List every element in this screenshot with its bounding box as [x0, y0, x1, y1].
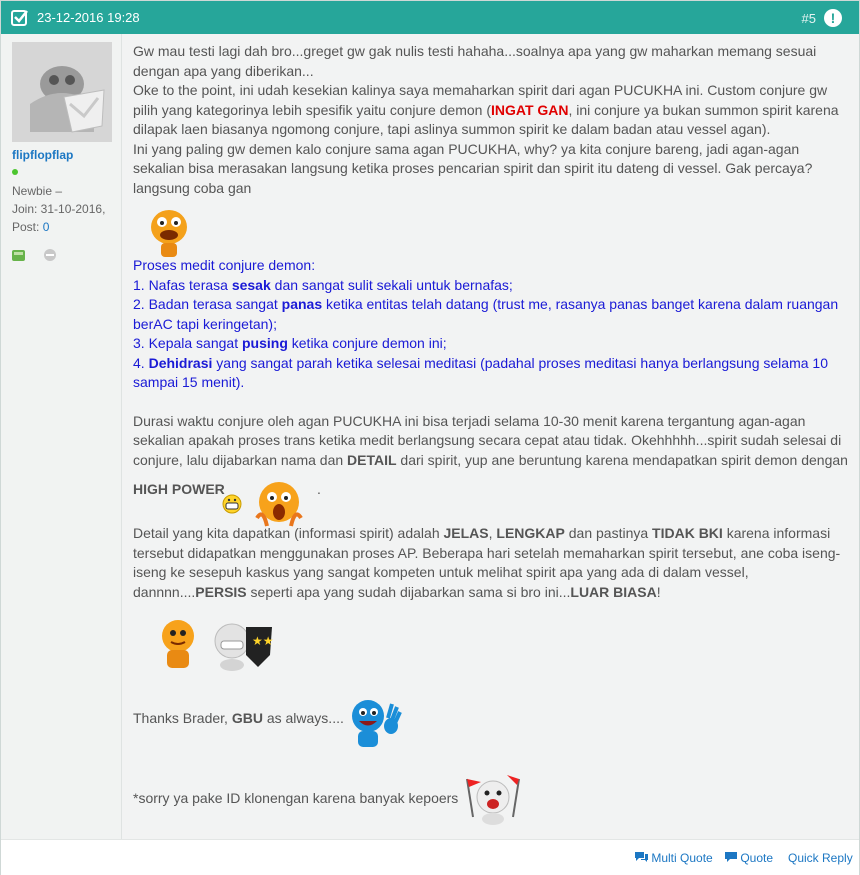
- multi-quote-label: Multi Quote: [651, 851, 713, 865]
- user-sidebar: [1, 34, 122, 839]
- text: dan sangat sulit sekali untuk bernafas;: [270, 276, 513, 293]
- text: Thanks Brader,: [133, 710, 232, 726]
- badge-icons: [12, 248, 60, 262]
- text: LENGKAP: [496, 525, 565, 541]
- multi-quote-icon: [635, 851, 648, 862]
- text: GBU: [231, 710, 263, 726]
- text: JELAS: [443, 525, 489, 541]
- text: .: [317, 481, 321, 497]
- text: DETAIL: [347, 451, 397, 468]
- multi-quote-button[interactable]: [635, 851, 713, 865]
- list-item: [133, 295, 849, 334]
- quote-label: Quote: [740, 851, 774, 865]
- user-post-row: [12, 218, 105, 236]
- quick-reply-button[interactable]: Quick Reply: [788, 851, 853, 865]
- shield-emoticon-icon: [210, 621, 276, 673]
- user-meta: [12, 182, 105, 236]
- text: as always....: [262, 710, 344, 726]
- text: Durasi waktu conjure oleh agan PUCUKHA ini bisa terjadi selama 10-30 menit karena tergantung agan-agan sekalian apakah proses trans ketika medit berlangsung secara cepat atau tidak. Okehhhhh...spirit sudah selesai di conjure, lalu dijabarkan nama dan: [133, 412, 842, 468]
- post-footer: [1, 839, 859, 875]
- flag-waving-emoticon-icon: [459, 773, 529, 827]
- avatar[interactable]: [12, 42, 112, 142]
- text: 4.: [133, 354, 149, 371]
- text: Dehidrasi: [148, 354, 213, 371]
- text: dari spirit, yup ane beruntung karena mendapatkan spirit demon dengan: [396, 451, 848, 468]
- list-item: [133, 276, 849, 296]
- text: LUAR BIASA: [570, 583, 657, 600]
- thanks-line: [133, 710, 344, 726]
- text: pusing: [241, 335, 288, 351]
- text: , ini conjure ya bukan summon spirit karena dilapak laen biasanya ngomong conjure, tapi aslinya summon spirit ke dalam badan atau vessel agan).: [133, 101, 839, 137]
- post-content: [133, 42, 849, 602]
- svg-text:★★: ★★: [252, 634, 274, 648]
- user-rank: Newbie –: [12, 184, 63, 198]
- paragraph-custom: [133, 81, 849, 140]
- text: Oke to the point, ini udah kesekian kalinya saya memaharkan spirit dari agan PUCUKHA ini. Custom conjure gw pilih yang kategorinya lebih spesifik yaitu conjure demon (: [133, 82, 828, 118]
- text: yang sangat parah ketika selesai meditasi (padahal proses meditasi hanya berlangsung selama 10 sampai 15 menit).: [133, 354, 828, 390]
- online-status-dot: [12, 169, 18, 175]
- text: seperti apa yang sudah dijabarkan sama si bro ini...: [246, 583, 571, 600]
- text: panas: [281, 296, 323, 312]
- text: karena informasi tersebut didapatkan menggunakan proses AP. Beberapa hari setelah memaharkan spirit tersebut, ane coba iseng-iseng ke sesepuh kaskus yang sangat kompeten untuk melihat spirit apa yang ada di dalam vessel, dannnn....: [133, 525, 841, 600]
- text: sesak: [231, 276, 271, 293]
- text: 3. Kepala sangat: [133, 335, 242, 351]
- high-power-text: HIGH POWER: [133, 481, 225, 497]
- user-badges: [12, 248, 60, 267]
- grin-emoticon-icon: [222, 494, 242, 514]
- quote-button[interactable]: [725, 851, 773, 865]
- text: 1. Nafas terasa: [133, 276, 232, 293]
- post-count[interactable]: 0: [42, 220, 50, 234]
- process-list: [133, 256, 849, 393]
- paragraph-duration: [133, 412, 849, 471]
- warning-text: INGAT GAN: [490, 101, 569, 118]
- text: !: [656, 583, 661, 600]
- text: ,: [488, 525, 497, 541]
- paragraph-detail: [133, 524, 849, 602]
- username-link[interactable]: flipflopflap: [12, 148, 74, 162]
- text: 2. Badan terasa sangat: [133, 296, 282, 312]
- scared-emoticon-icon: [146, 205, 192, 261]
- paragraph-intro: Gw mau testi lagi dah bro...greget gw gak nulis testi hahaha...soalnya apa yang gw maharkan memang sesuai dengan apa yang diberikan...: [133, 43, 817, 79]
- sorry-line: *sorry ya pake ID klonengan karena banyak kepoers: [133, 790, 459, 806]
- orange-emoticon-icon: [158, 618, 198, 670]
- list-item: [133, 354, 849, 393]
- report-icon[interactable]: !: [824, 9, 842, 27]
- default-avatar-icon: [12, 42, 112, 142]
- waving-emoticon-icon: [348, 698, 402, 750]
- list-item: [133, 334, 849, 354]
- text: ketika conjure demon ini;: [287, 335, 447, 351]
- paragraph-conjure: Ini yang paling gw demen kalo conjure sama agan PUCUKHA, why? ya kita conjure bareng, jadi agan-agan sekalian bisa merasakan langsung ketika proses pencarian spirit dan spirit itu dateng di vessel. Gak percaya? langsung coba gan: [133, 140, 813, 196]
- text: dan pastinya: [564, 525, 653, 541]
- quote-icon: [725, 851, 737, 862]
- post-count-label: Post:: [12, 220, 40, 234]
- text: PERSIS: [195, 583, 247, 600]
- post-number[interactable]: #5: [801, 11, 816, 26]
- fire-emoticon-icon: [253, 478, 305, 534]
- text: ketika entitas telah datang (trust me, rasanya panas banget karena dalam ruangan berAC tapi keringetan);: [133, 296, 839, 332]
- checkbox-icon[interactable]: [11, 9, 28, 26]
- text: Detail yang kita dapatkan (informasi spirit) adalah: [133, 525, 444, 541]
- post-header: [1, 1, 859, 34]
- user-join-date: Join: 31-10-2016,: [12, 202, 106, 216]
- text: TIDAK BKI: [652, 525, 723, 541]
- post-date: 23-12-2016 19:28: [37, 10, 140, 25]
- list-title: Proses medit conjure demon:: [133, 257, 316, 273]
